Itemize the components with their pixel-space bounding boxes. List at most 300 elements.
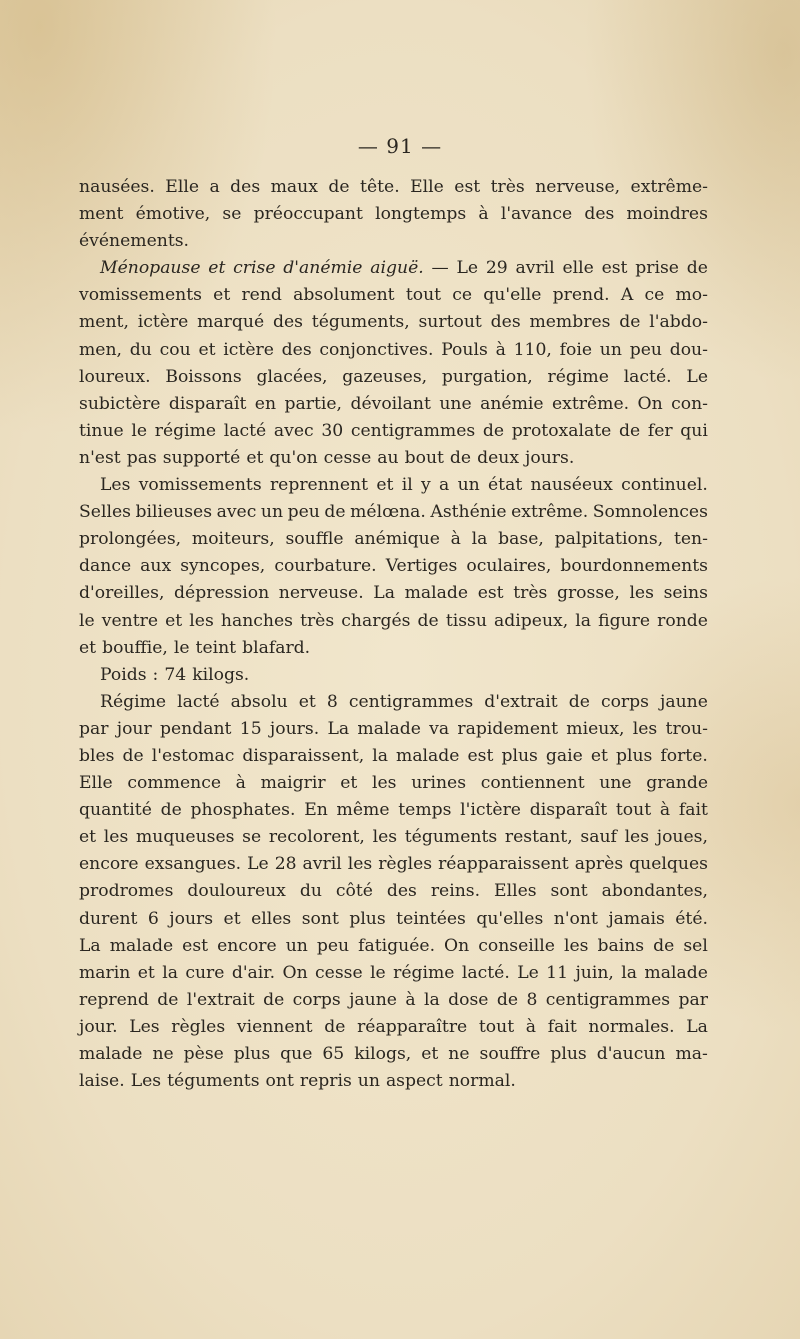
text-line [79,1041,708,1068]
text-line [79,201,708,228]
word: prodromes [79,881,174,902]
word: malade [644,962,708,983]
text-line [79,418,708,445]
body-text [79,174,708,1095]
word: kilogs. [192,664,250,685]
word: ventre [101,610,159,631]
word: et [298,691,316,712]
word: et [79,637,97,658]
word: figure [598,610,651,631]
word: et [79,827,97,848]
word: à [478,204,489,225]
word: est [454,177,481,197]
word: avril [515,258,555,279]
word: cou [159,339,191,360]
word: encore [217,935,277,956]
word: ne [448,1044,470,1064]
word: la [424,989,440,1010]
word: normal. [448,1071,516,1092]
word: avril [302,854,342,875]
word: Selles [79,502,131,523]
word: centigrammes [348,691,474,712]
word: jour. [79,1016,118,1037]
text-line [79,364,708,391]
word: par [678,989,708,1010]
text-line [79,824,708,851]
word: 110, [513,339,552,360]
word: pas [126,447,157,468]
word: maigrir [260,773,326,794]
word: rapidement [457,718,558,739]
word: gaie [545,745,583,766]
word: 28 [274,854,297,875]
word: à [235,773,246,794]
word: vomissements [138,475,262,496]
word: du [129,339,152,360]
word: 8 [326,691,338,712]
word: teintées [396,908,466,929]
word: ment [79,204,124,225]
word: dou- [669,339,708,360]
word: plus [501,745,538,766]
word: les [347,854,373,875]
word: ont [265,1071,294,1092]
word: de [449,447,472,468]
word: corps [292,989,341,1010]
word: — [431,258,449,279]
word: douloureux [187,881,286,902]
word: du [299,881,322,902]
word: dance [79,556,132,577]
word: 15 [239,718,262,739]
word: les [632,718,658,739]
word: et [340,773,358,794]
word: le [370,962,386,983]
word: bourdonnements [560,556,708,577]
word: très [513,583,548,604]
word: Le [686,366,708,387]
word: va [429,718,450,739]
word: marqué [197,312,265,333]
word: nerveuse. [278,583,364,604]
word: ma- [675,1044,708,1064]
word: ce [644,285,665,306]
word: de [328,177,350,197]
word: glacées, [256,366,328,387]
word: maux [270,177,318,197]
word: cure [185,962,225,983]
word: régime [547,366,609,387]
word: men, [79,339,123,360]
word: ment, [79,312,129,333]
word: et [223,908,241,929]
word: supporté [162,447,241,468]
word: et [213,285,231,306]
text-line [79,770,708,797]
word: kilogs, [354,1044,412,1064]
word: les [103,827,129,848]
word: très [490,177,525,197]
word: d'oreilles, [79,583,165,604]
word: les [189,610,214,631]
word: conseille [478,935,555,956]
word: En [304,800,328,821]
word: de [263,989,285,1010]
word: a [439,475,450,496]
word: Régime [100,691,167,712]
word: reins. [430,881,481,902]
word: corps [600,691,649,712]
word: des [584,204,615,225]
word: repris [299,1071,352,1092]
word: prolongées, [79,529,182,550]
word: jours. [525,447,575,468]
word: longtemps [375,204,467,225]
italic-word: et [208,258,226,279]
word: sont [301,908,339,929]
word: viennent [236,1016,313,1037]
word: adipeux, [494,610,569,631]
word: y [421,475,431,496]
word: le [173,637,190,658]
word: urines [411,773,467,794]
word: extrême. [511,502,589,523]
word: encore [79,854,139,875]
word: règles [378,854,433,875]
word: recolorent, [268,827,365,848]
word: plus [233,1044,271,1064]
word: de [122,745,144,766]
word: côté [335,881,373,902]
word: lacté [177,691,220,712]
word: de [324,1016,346,1037]
word: régime [393,962,455,983]
word: jour [116,718,152,739]
text-line [79,1068,708,1095]
word: est [477,583,504,604]
word: de [160,800,182,821]
word: laise. [79,1071,125,1092]
word: été. [675,908,708,929]
italic-word: Ménopause [100,258,201,279]
word: régime [154,420,217,441]
word: malade [79,1044,143,1064]
word: Pouls [441,339,488,360]
word: subictère [79,393,161,414]
word: forte. [660,745,708,766]
word: Les [129,1016,160,1037]
word: dévoilant [350,393,431,414]
word: les [563,935,589,956]
word: la [471,529,488,550]
word: a [209,177,220,197]
text-line [79,499,708,526]
word: Poids [100,664,147,685]
word: peu [629,339,662,360]
word: est [601,258,628,279]
word: Vertiges [385,556,458,577]
word: d'air. [231,962,276,983]
word: cesse [323,447,372,468]
word: ce [452,285,473,306]
word: téguments, [311,312,410,333]
word: à [525,1016,537,1037]
word: blafard. [242,637,311,658]
word: lacté. [461,962,510,983]
word: tête. [360,177,400,197]
word: une [439,393,472,414]
word: des [230,177,261,197]
word: l'avance [500,204,573,225]
word: prise [635,258,679,279]
text-line [79,797,708,824]
word: phosphates. [190,800,296,821]
word: lacté. [623,366,672,387]
word: reprennent [269,475,369,496]
word: bilieuses [135,502,213,523]
word: Elles [494,881,537,902]
word: temps [398,800,452,821]
word: et [198,339,216,360]
word: l'extrait [186,989,255,1010]
word: dépression [174,583,270,604]
word: téguments [404,827,498,848]
word: conjonctives. [319,339,434,360]
word: teint [195,637,237,658]
word: que [280,1044,313,1064]
word: tissu [445,610,487,631]
word: est [467,745,494,766]
word: un [285,935,308,956]
word: On [444,935,470,956]
word: absolument [293,285,395,306]
word: l'ictère [460,800,521,821]
word: 65 [322,1044,345,1064]
word: de [482,420,505,441]
word: aux [140,556,172,577]
word: la [372,745,388,766]
word: marin [79,962,131,983]
text-line [79,960,708,987]
word: sont [550,881,588,902]
word: n'est [79,447,121,468]
word: peu [287,502,320,523]
word: Le [517,962,539,983]
word: vomissements [79,285,202,306]
word: oculaires, [466,556,552,577]
word: foie [559,339,593,360]
word: disparaît [529,800,608,821]
word: et [165,610,183,631]
word: lacté [223,420,267,441]
word: en [254,393,277,414]
word: Le [456,258,479,279]
word: Les [100,475,131,496]
word: le [79,610,95,631]
text-line [79,906,708,933]
word: jours. [269,718,320,739]
italic-word: crise [233,258,276,279]
word: moiteurs, [191,529,275,550]
word: événements. [79,231,190,252]
word: 29 [485,258,508,279]
word: la [575,610,592,631]
word: l'estomac [151,745,235,766]
word: plus [550,1044,587,1064]
word: purgation, [441,366,533,387]
text-line [79,391,708,418]
text-line [79,635,708,662]
word: disparaît [168,393,247,414]
word: et [246,447,264,468]
word: Elle [410,177,444,197]
word: tout [405,285,442,306]
word: avec [216,502,257,523]
text-line [79,337,708,364]
word: cesse [315,962,363,983]
word: des [386,881,417,902]
word: de [686,258,708,279]
word: 8 [526,989,538,1010]
word: disparaissent, [242,745,365,766]
word: trou- [665,718,708,739]
word: règles [171,1016,226,1037]
word: pendant [160,718,232,739]
word: se [242,827,262,848]
word: les [629,583,654,604]
word: con- [671,393,708,414]
word: malade [404,583,469,604]
word: La [686,1016,708,1037]
word: 11 [546,962,569,983]
text-line [79,608,708,635]
word: mo- [675,285,708,306]
word: même [336,800,390,821]
word: On [637,393,663,414]
word: extrême- [630,177,708,197]
word: palpitations, [554,529,664,550]
text-line [79,174,708,201]
word: bouffie, [102,637,168,658]
word: continuel. [621,475,708,496]
word: jaune [660,691,708,712]
word: protoxalate [511,420,612,441]
word: qu'elle [483,285,542,306]
word: les [372,773,397,794]
word: restant, [504,827,573,848]
word: deux [477,447,520,468]
word: syncopes, [180,556,266,577]
word: n'ont [553,908,598,929]
word: tinue [79,420,124,441]
word: nausées. [79,177,155,197]
word: des [272,312,303,333]
word: courbature. [274,556,377,577]
text-line [79,1014,708,1041]
word: juin, [575,962,614,983]
word: base, [498,529,544,550]
word: fatiguée. [358,935,436,956]
word: seins [663,583,708,604]
word: aspect [385,1071,443,1092]
word: tout [478,1016,515,1037]
word: La [79,935,101,956]
word: elles [251,908,292,929]
word: Le [247,854,269,875]
word: à [659,800,671,821]
word: téguments [167,1071,260,1092]
word: de [496,989,519,1010]
word: se [222,204,242,225]
word: 74 [164,664,187,685]
word: La [327,718,350,739]
word: dose [448,989,489,1010]
text-line [79,526,708,553]
word: malade [357,718,421,739]
word: réapparaître [357,1016,468,1037]
word: quelques [629,854,708,875]
text-line [79,553,708,580]
word: partie, [284,393,342,414]
word: peu [316,935,350,956]
text-line [79,580,708,607]
word: Les [130,1071,162,1092]
word: malade [109,935,174,956]
word: de [619,420,641,441]
word: la [621,962,638,983]
word: mieux, [566,718,625,739]
word: à [450,529,461,550]
word: sel [683,935,708,956]
word: les [372,827,398,848]
word: de [324,502,346,523]
word: mélœna. [350,502,426,523]
text-line [79,716,708,743]
word: moindres [626,204,708,225]
word: prend. [552,285,610,306]
word: 6 [147,908,159,929]
word: et [590,745,608,766]
text-line [79,472,708,499]
word: avec [273,420,314,441]
word: à [405,989,416,1010]
word: qu'on [269,447,318,468]
word: après [574,854,624,875]
word: au [377,447,399,468]
word: A [620,285,634,306]
word: jamais [608,908,665,929]
word: Asthénie [430,502,507,523]
word: abondantes, [601,881,708,902]
word: Boissons [165,366,242,387]
word: : [152,664,159,685]
word: un [457,475,480,496]
word: Elle [165,177,200,197]
word: est [182,935,209,956]
word: un [357,1071,380,1092]
word: elle [562,258,594,279]
word: ten- [673,529,708,550]
word: de [157,989,179,1010]
page-number: — 91 — [357,134,443,158]
word: souffre [479,1044,541,1064]
text-line [79,689,708,716]
italic-word: d'anémie [283,258,363,279]
word: un [599,339,622,360]
word: ronde [657,610,708,631]
word: état [488,475,523,496]
word: à [495,339,506,360]
